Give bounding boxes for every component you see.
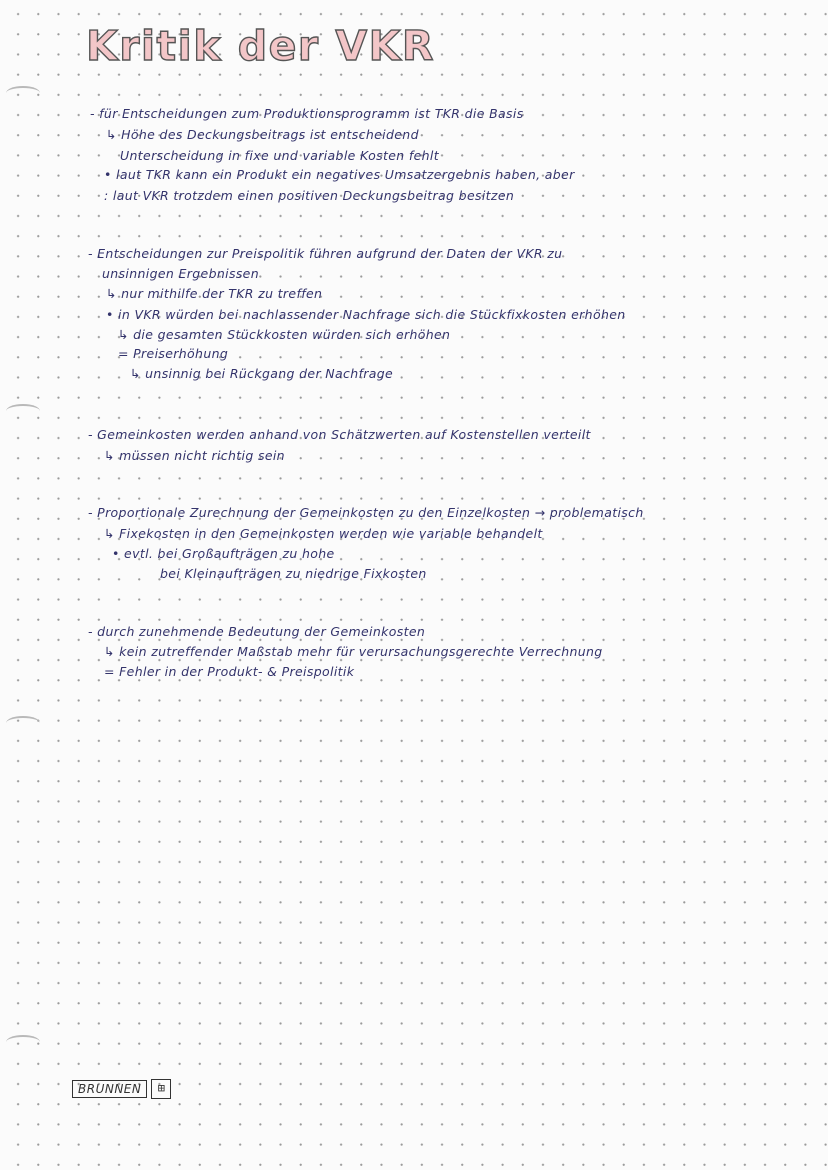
note-line: - für Entscheidungen zum Produktionsprogramm ist TKR die Basis — [90, 106, 524, 121]
note-line: - Gemeinkosten werden anhand von Schätzwerten auf Kostenstellen verteilt — [88, 427, 591, 442]
note-line: ↳ Fixekosten in den Gemeinkosten werden wie variable behandelt — [104, 526, 543, 541]
brand-logo — [72, 1078, 171, 1100]
note-line: bei Kleinaufträgen zu niedrige Fixkosten — [160, 566, 427, 581]
punch-hole-mark — [6, 1035, 40, 1049]
note-line: - durch zunehmende Bedeutung der Gemeinkosten — [88, 624, 426, 639]
punch-hole-mark — [6, 716, 40, 730]
note-line: ↳ die gesamten Stückkosten würden sich erhöhen — [118, 327, 451, 342]
note-line: = Fehler in der Produkt- & Preispolitik — [104, 664, 355, 679]
note-line: = Preiserhöhung — [118, 346, 229, 361]
note-line: Unterscheidung in fixe und variable Kosten fehlt — [120, 148, 440, 163]
page-title: Kritik der VKR — [86, 22, 435, 70]
note-line: unsinnigen Ergebnissen — [102, 266, 259, 281]
note-line: • evtl. bei Großaufträgen zu hohe — [112, 546, 335, 561]
brand-name: BRUNNEN — [72, 1080, 147, 1098]
note-line: ↳ Höhe des Deckungsbeitrags ist entscheidend — [106, 127, 419, 142]
punch-hole-mark — [6, 86, 40, 100]
note-line: ↳ müssen nicht richtig sein — [104, 448, 285, 463]
note-line: ↳ kein zutreffender Maßstab mehr für verursachungsgerechte Verrechnung — [104, 644, 603, 659]
punch-hole-mark — [6, 404, 40, 418]
note-line: • in VKR würden bei nachlassender Nachfrage sich die Stückfixkosten erhöhen — [106, 307, 626, 322]
note-line: - Entscheidungen zur Preispolitik führen aufgrund der Daten der VKR zu — [88, 246, 563, 261]
note-line: ↳ unsinnig bei Rückgang der Nachfrage — [130, 366, 394, 381]
note-line: • laut TKR kann ein Produkt ein negatives Umsatzergebnis haben, aber — [104, 167, 575, 182]
note-line: - Proportionale Zurechnung der Gemeinkosten zu den Einzelkosten → problematisch — [88, 505, 644, 520]
note-line: ↳ nur mithilfe der TKR zu treffen — [106, 286, 323, 301]
note-line: : laut VKR trotzdem einen positiven Deckungsbeitrag besitzen — [104, 188, 515, 203]
brand-mark-icon: ⊞ — [151, 1079, 171, 1099]
